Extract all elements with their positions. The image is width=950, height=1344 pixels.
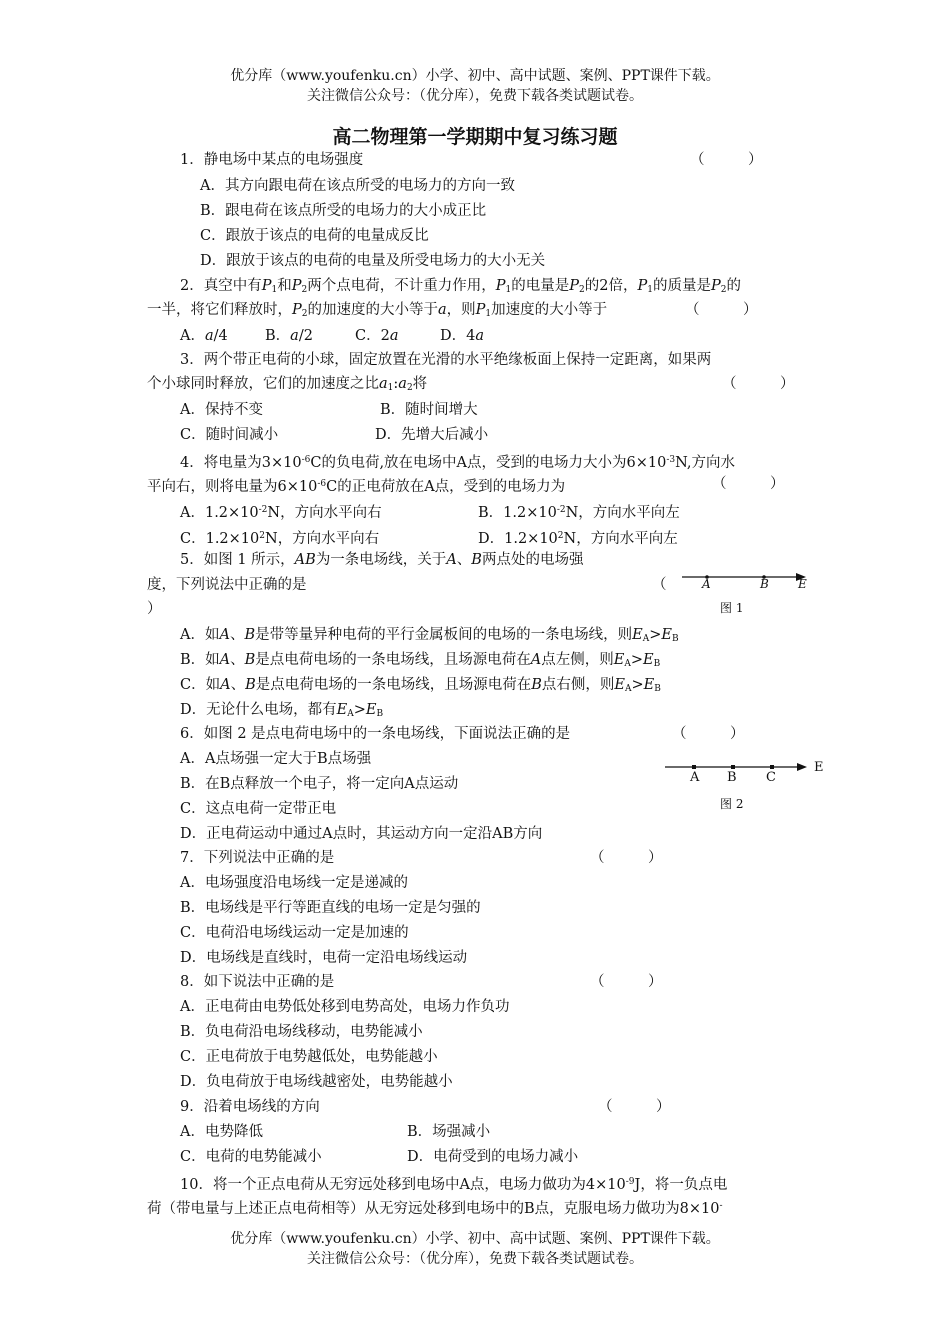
q8-option-d: D．负电荷放于电场线越密处，电势能越小 (180, 1074, 453, 1090)
q8-option-b: B．负电荷沿电场线移动，电势能减小 (180, 1024, 423, 1040)
q5-paren-close: ） (147, 601, 162, 617)
q3-option-d: D．先增大后减小 (375, 427, 489, 443)
footer-line-1: 优分库（www.youfenku.cn）小学、初中、高中试题、案例、PPT课件下载。 (230, 1231, 720, 1247)
q5-option-d: D．无论什么电场，都有$E_A>E_B$ (180, 702, 384, 719)
q8-option-a: A．正电荷由电势低处移到电势高处，电场力作负功 (180, 999, 510, 1015)
figure-2-field-line (665, 760, 815, 774)
q2-option-c: C．2a (355, 328, 399, 344)
q9-option-b: B．场强减小 (407, 1124, 491, 1140)
q3-option-a: A．保持不变 (180, 402, 263, 418)
q6-option-c: C．这点电荷一定带正电 (180, 801, 337, 817)
q4-option-a: A．$1.2\times 10^{-2}N$，方向水平向右 (180, 505, 382, 521)
q6-option-b: B．在B点释放一个电子，将一定向A点运动 (180, 776, 459, 792)
q6-option-a: A．A点场强一定大于B点场强 (180, 751, 372, 767)
q8-option-c: C．正电荷放于电势越低处，电势能越小 (180, 1049, 438, 1065)
figure-1-label-b: B (760, 577, 769, 591)
q1-option-c: C．跟放于该点的电荷的电量成反比 (200, 228, 429, 244)
q1-option-a: A．其方向跟电荷在该点所受的电场力的方向一致 (200, 178, 515, 194)
q8-answer-paren: （ ） (590, 974, 663, 990)
q4-answer-paren: （ ） (712, 476, 785, 492)
q3-option-b: B．随时间增大 (380, 402, 478, 418)
q7-option-c: C．电荷沿电场线运动一定是加速的 (180, 925, 409, 941)
q2-option-b: B．a/2 (265, 328, 313, 344)
q2-option-d: D．4a (440, 328, 485, 344)
q7-answer-paren: （ ） (590, 850, 663, 866)
q2-line-2: 一半，将它们释放时，$P_2$的加速度的大小等于a，则$P_1$加速度的大小等于 (147, 302, 608, 319)
q6-option-d: D．正电荷运动中通过A点时，其运动方向一定沿AB方向 (180, 826, 543, 842)
q2-line-1: 2．真空中有$P_1$和$P_2$两个点电荷，不计重力作用，$P_1$的电量是$P_2$的2倍，$P_1$的质量是$P_2$的 (180, 278, 741, 295)
figure-2-caption: 图 2 (720, 797, 744, 811)
q7-option-b: B．电场线是平行等距直线的电场一定是匀强的 (180, 900, 481, 916)
q9-stem: 9．沿着电场线的方向 (180, 1099, 320, 1115)
figure-2-label-a: A (690, 770, 700, 785)
q5-line-1: 5．如图 1 所示，AB为一条电场线，关于A、B两点处的电场强 (180, 552, 584, 568)
q4-option-c: C．$1.2\times 10^2N$，方向水平向右 (180, 531, 380, 547)
header-line-2: 关注微信公众号：（优分库），免费下载各类试题试卷。 (307, 88, 643, 104)
q1-option-b: B．跟电荷在该点所受的电场力的大小成正比 (200, 203, 487, 219)
q5-option-c: C．如A、B是点电荷电场的一条电场线，且场源电荷在B点右侧，则$E_A>E_B$ (180, 677, 661, 694)
figure-1-label-a: A (702, 577, 711, 591)
figure-2-label-c: C (766, 770, 776, 785)
q2-answer-paren: （ ） (685, 302, 758, 318)
q1-stem: 1．静电场中某点的电场强度 (180, 152, 364, 168)
q4-option-d: D．$1.2\times 10^2N$，方向水平向左 (478, 531, 678, 547)
figure-2-label-e: E (814, 760, 824, 775)
q9-answer-paren: （ ） (598, 1099, 671, 1115)
page-title: 高二物理第一学期期中复习练习题 (332, 126, 618, 148)
q3-answer-paren: （ ） (722, 376, 795, 392)
q9-option-a: A．电势降低 (180, 1124, 263, 1140)
q4-line-2: 平向右，则将电量为$6\times 10^{-6}C$的正电荷放在A点，受到的电场力为 (147, 479, 566, 495)
q9-option-d: D．电荷受到的电场力减小 (407, 1149, 579, 1165)
q4-option-b: B．$1.2\times 10^{-2}N$，方向水平向左 (478, 505, 680, 521)
figure-1-caption: 图 1 (720, 601, 744, 615)
q8-stem: 8．如下说法中正确的是 (180, 974, 335, 990)
q2-option-a: A．a/4 (180, 328, 228, 344)
q5-paren-open: （ (652, 577, 667, 593)
q7-stem: 7．下列说法中正确的是 (180, 850, 335, 866)
figure-1-label-e: E (798, 577, 807, 591)
q1-answer-paren: （ ） (690, 152, 763, 168)
q9-option-c: C．电荷的电势能减小 (180, 1149, 322, 1165)
q6-answer-paren: （ ） (672, 726, 745, 742)
q4-line-1: 4．将电量为$3\times 10^{-6}C$的负电荷,放在电场中A点，受到的电场力大小为$6\times 10^{-3}N$,方向水 (180, 455, 735, 471)
q3-option-c: C．随时间减小 (180, 427, 279, 443)
q5-option-b: B．如A、B是点电荷电场的一条电场线，且场源电荷在A点左侧，则$E_A>E_B$ (180, 652, 661, 669)
q6-stem: 6．如图 2 是点电荷电场中的一条电场线，下面说法正确的是 (180, 726, 571, 742)
q3-line-1: 3．两个带正电荷的小球，固定放置在光滑的水平绝缘板面上保持一定距离，如果两 (180, 352, 712, 368)
figure-2-label-b: B (727, 770, 737, 785)
q5-option-a: A．如A、B是带等量异种电荷的平行金属板间的电场的一条电场线，则$E_A>E_B$ (180, 627, 679, 644)
q7-option-a: A．电场强度沿电场线一定是递减的 (180, 875, 408, 891)
q3-line-2: 个小球同时释放，它们的加速度之比$a_1:a_2$将 (147, 376, 428, 393)
footer-line-2: 关注微信公众号：（优分库），免费下载各类试题试卷。 (307, 1251, 643, 1267)
q7-option-d: D．电场线是直线时，电荷一定沿电场线运动 (180, 950, 468, 966)
q5-line-2: 度，下列说法中正确的是 (147, 577, 307, 593)
q10-line-1: 10．将一个正点电荷从无穷远处移到电场中A点，电场力做功为$4\times 10^{-9}J$，将一负点电 (180, 1177, 728, 1193)
q10-line-2: 荷（带电量与上述正点电荷相等）从无穷远处移到电场中的B点，克服电场力做功为8×10- (147, 1201, 723, 1217)
header-line-1: 优分库（www.youfenku.cn）小学、初中、高中试题、案例、PPT课件下载。 (230, 68, 720, 84)
q1-option-d: D．跟放于该点的电荷的电量及所受电场力的大小无关 (200, 253, 546, 269)
